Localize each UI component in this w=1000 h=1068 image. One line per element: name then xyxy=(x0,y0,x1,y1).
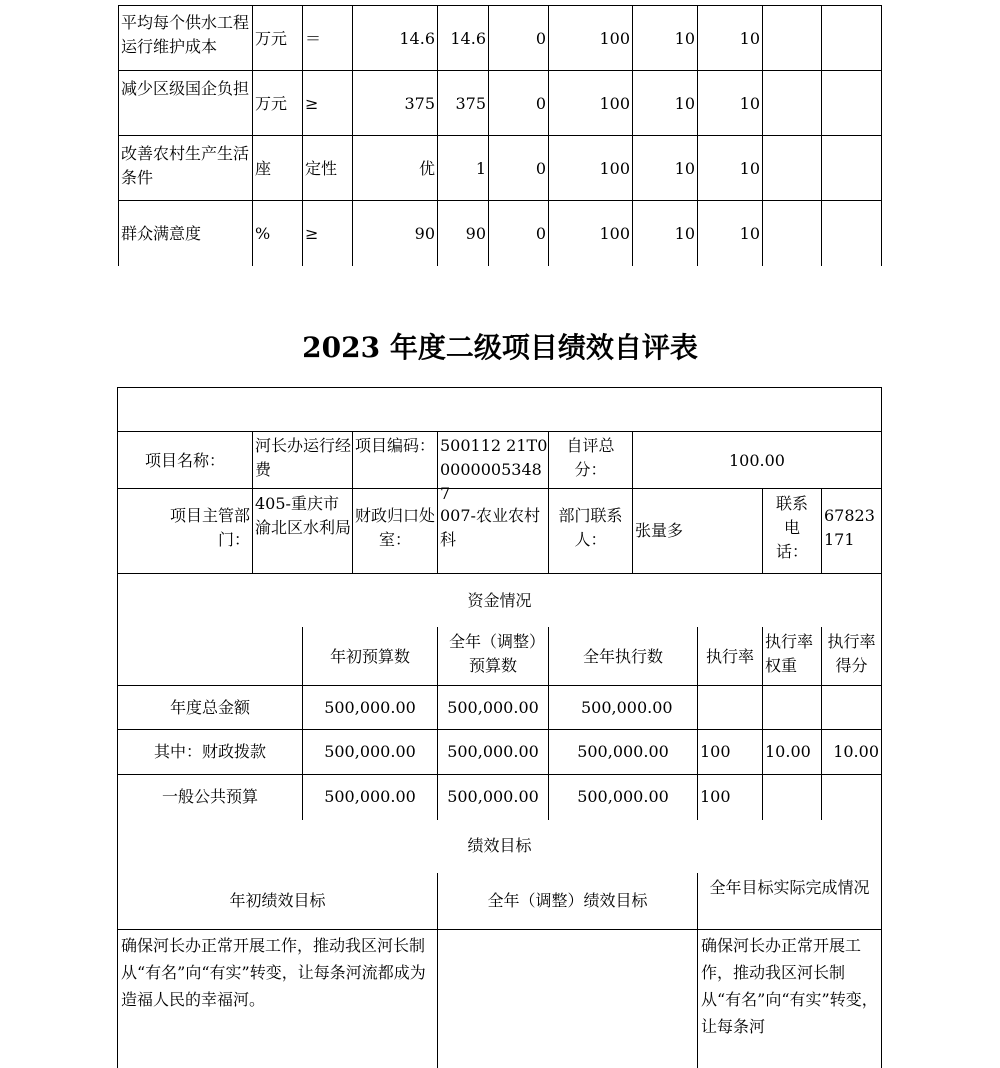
indicator-rate: 100 xyxy=(599,94,630,113)
funds-header-rate-weight: 执行率权重 xyxy=(765,632,814,675)
grid-line xyxy=(762,5,763,266)
indicator-unit: % xyxy=(255,224,271,243)
phone-value: 67823171 xyxy=(824,506,875,549)
project-name-label: 项目名称： xyxy=(144,451,225,470)
indicator-target: 90 xyxy=(414,224,435,243)
funds-header-initial: 年初预算数 xyxy=(329,647,410,666)
contact-value: 张量多 xyxy=(635,521,684,540)
perf-header-actual: 全年目标实际完成情况 xyxy=(709,878,870,897)
funds-header-exec-rate: 执行率 xyxy=(705,647,754,666)
indicator-deviation: 0 xyxy=(535,94,546,113)
indicator-actual: 1 xyxy=(475,159,486,178)
funds-row-label: 一般公共预算 xyxy=(161,787,258,806)
indicator-operator: 定性 xyxy=(305,159,338,178)
indicator-rate: 100 xyxy=(599,224,630,243)
perf-header-initial: 年初绩效目标 xyxy=(229,891,326,910)
indicator-name: 平均每个供水工程运行维护成本 xyxy=(121,13,250,56)
grid-line xyxy=(118,5,882,6)
indicator-operator: ≥ xyxy=(305,94,319,113)
indicator-operator: ≥ xyxy=(305,224,319,243)
indicator-target: 优 xyxy=(418,159,435,178)
funds-row-initial: 500,000.00 xyxy=(324,742,416,761)
indicator-score: 10 xyxy=(739,29,760,48)
indicator-unit: 座 xyxy=(255,159,272,178)
grid-line xyxy=(881,387,882,1068)
project-code-value: 500112 21T000000053487 xyxy=(440,436,548,503)
funds-row-label: 其中：财政拨款 xyxy=(153,742,266,761)
funds-row-exec-rate: 100 xyxy=(700,742,731,761)
funds-row-executed: 500,000.00 xyxy=(577,787,669,806)
indicator-weight: 10 xyxy=(674,29,695,48)
funds-row-adjusted: 500,000.00 xyxy=(447,742,539,761)
grid-line xyxy=(881,5,882,266)
indicator-rate: 100 xyxy=(599,29,630,48)
indicator-name: 群众满意度 xyxy=(121,224,202,243)
indicator-operator: ＝ xyxy=(305,29,322,48)
contact-label: 部门联系人： xyxy=(558,506,623,549)
grid-line xyxy=(118,135,882,136)
self-score-label: 自评总分： xyxy=(566,436,615,479)
page-title: 2023 年度二级项目绩效自评表 xyxy=(302,331,698,364)
indicator-weight: 10 xyxy=(674,94,695,113)
perf-initial-text: 确保河长办正常开展工作，推动我区河长制从“有名”向“有实”转变，让每条河流都成为造福人民的幸福河。 xyxy=(121,936,426,1009)
dept-value: 405-重庆市渝北区水利局 xyxy=(255,494,352,537)
grid-line xyxy=(118,70,882,71)
perf-actual-text: 确保河长办正常开展工作，推动我区河长制从“有名”向“有实”转变，让每条河 xyxy=(701,936,878,1036)
funds-row-executed: 500,000.00 xyxy=(577,742,669,761)
indicator-actual: 14.6 xyxy=(450,29,486,48)
grid-line xyxy=(117,431,882,432)
indicator-score: 10 xyxy=(739,159,760,178)
grid-line xyxy=(117,929,882,930)
funds-row-initial: 500,000.00 xyxy=(324,698,416,717)
indicator-weight: 10 xyxy=(674,224,695,243)
indicator-actual: 375 xyxy=(455,94,486,113)
self-score-value: 100.00 xyxy=(729,451,785,470)
perf-header-adjusted: 全年（调整）绩效目标 xyxy=(487,891,648,910)
funds-header-adjusted: 全年（调整）预算数 xyxy=(448,632,537,675)
indicator-unit: 万元 xyxy=(255,94,288,113)
funds-row-exec-rate: 100 xyxy=(700,787,731,806)
indicator-target: 14.6 xyxy=(399,29,435,48)
funds-row-adjusted: 500,000.00 xyxy=(447,787,539,806)
grid-line xyxy=(117,729,882,730)
funds-row-adjusted: 500,000.00 xyxy=(447,698,539,717)
grid-line xyxy=(117,774,882,775)
funds-row-label: 年度总金额 xyxy=(169,698,250,717)
project-code-label: 项目编码： xyxy=(354,436,435,455)
funds-row-rate-score: 10.00 xyxy=(833,742,879,761)
perf-section-label: 绩效目标 xyxy=(467,836,532,855)
funds-row-initial: 500,000.00 xyxy=(324,787,416,806)
funds-row-rate-weight: 10.00 xyxy=(765,742,811,761)
grid-line xyxy=(117,387,882,388)
dept-label: 项目主管部门： xyxy=(169,506,250,549)
indicator-unit: 万元 xyxy=(255,29,288,48)
grid-line xyxy=(117,573,882,574)
indicator-deviation: 0 xyxy=(535,159,546,178)
project-name-value: 河长办运行经费 xyxy=(255,436,352,479)
indicator-rate: 100 xyxy=(599,159,630,178)
indicator-score: 10 xyxy=(739,94,760,113)
indicator-score: 10 xyxy=(739,224,760,243)
indicator-target: 375 xyxy=(404,94,435,113)
phone-label: 联系电话： xyxy=(775,494,808,561)
funds-row-executed: 500,000.00 xyxy=(581,698,673,717)
indicator-deviation: 0 xyxy=(535,29,546,48)
finance-label: 财政归口处室： xyxy=(354,506,435,549)
grid-line xyxy=(821,5,822,266)
indicator-deviation: 0 xyxy=(535,224,546,243)
grid-line xyxy=(118,200,882,201)
funds-header-rate-score: 执行率得分 xyxy=(827,632,876,675)
indicator-weight: 10 xyxy=(674,159,695,178)
finance-value: 007-农业农村科 xyxy=(440,506,540,549)
funds-section-label: 资金情况 xyxy=(467,591,532,610)
indicator-name: 减少区级国企负担 xyxy=(121,79,250,98)
indicator-name: 改善农村生产生活条件 xyxy=(121,144,250,187)
grid-line xyxy=(117,685,882,686)
indicator-actual: 90 xyxy=(465,224,486,243)
funds-header-executed: 全年执行数 xyxy=(582,647,663,666)
